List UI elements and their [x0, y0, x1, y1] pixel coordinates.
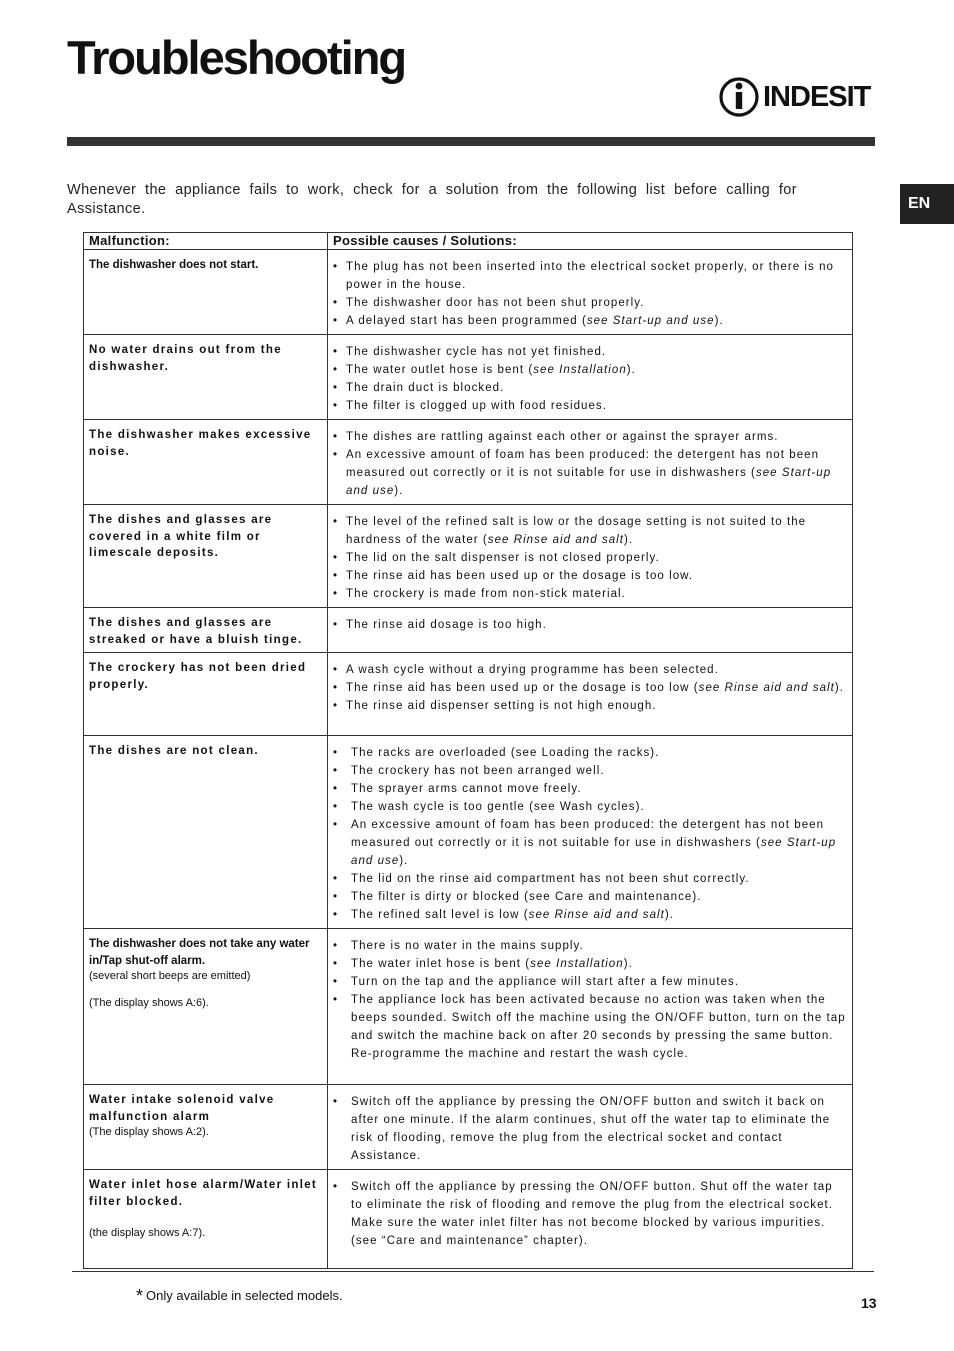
solution-item: • Switch off the appliance by pressing the ON/OFF button and switch it back on after one minute. If the alarm continues, shut off the water tap to eliminate the risk of flooding, remove the plug from the electrical socket and contact Assistance.	[332, 1093, 847, 1165]
solutions-list	[332, 258, 847, 330]
solution-item: • The drain duct is blocked.	[332, 379, 847, 397]
solution-item: • The filter is dirty or blocked (see Care and maintenance).	[332, 888, 847, 906]
malfunction-note: (the display shows A:7).	[89, 1227, 206, 1239]
language-tab: EN	[900, 184, 954, 224]
solutions-list	[332, 661, 847, 715]
table-row	[84, 929, 853, 1085]
solution-item: • The rinse aid dosage is too high.	[332, 616, 847, 634]
table-row	[84, 1085, 853, 1170]
solution-item: • A delayed start has been programmed (see Start-up and use).	[332, 312, 847, 330]
solution-item: • The lid on the salt dispenser is not closed properly.	[332, 549, 847, 567]
table-row	[84, 1170, 853, 1269]
solution-item: • The plug has not been inserted into the electrical socket properly, or there is no power in the house.	[332, 258, 847, 294]
malfunction-cell	[84, 250, 328, 335]
solutions-list	[332, 428, 847, 500]
malfunction-cell	[84, 505, 328, 608]
solution-item: • The wash cycle is too gentle (see Wash cycles).	[332, 798, 847, 816]
malfunction-cell	[84, 736, 328, 929]
solution-item: • The level of the refined salt is low or the dosage setting is not suited to the hardness of the water (see Rinse aid and salt).	[332, 513, 847, 549]
solutions-cell	[328, 1085, 853, 1170]
solution-item: • An excessive amount of foam has been produced: the detergent has not been measured out correctly or it is not suitable for use in dishwashers (see Start-up and use).	[332, 816, 847, 870]
table-row	[84, 250, 853, 335]
table-header-row	[84, 233, 853, 250]
footnote-text: Only available in selected models.	[146, 1288, 343, 1303]
solution-item: • A wash cycle without a drying programme has been selected.	[332, 661, 847, 679]
solutions-list	[332, 513, 847, 603]
malfunction-cell	[84, 1170, 328, 1269]
malfunction-title: The dishes and glasses are streaked or have a bluish tinge.	[89, 617, 303, 646]
table-row	[84, 653, 853, 736]
malfunction-title: The crockery has not been dried properly.	[89, 662, 307, 691]
indesit-i-icon	[718, 76, 762, 118]
header-rule	[67, 137, 875, 146]
column-header-malfunction: Malfunction:	[84, 233, 328, 250]
brand-wordmark: INDESIT	[763, 81, 871, 113]
solutions-cell	[328, 1170, 853, 1269]
malfunction-cell	[84, 608, 328, 653]
solution-item: • The lid on the rinse aid compartment has not been shut correctly.	[332, 870, 847, 888]
malfunction-title: The dishwasher does not start.	[89, 259, 259, 271]
solution-item: • The sprayer arms cannot move freely.	[332, 780, 847, 798]
malfunction-cell	[84, 653, 328, 736]
solution-item: • Turn on the tap and the appliance will start after a few minutes.	[332, 973, 847, 991]
solution-continuation: Make sure the water inlet filter has not become blocked by various impurities. (see “Care and maintenance” chapter).	[351, 1217, 826, 1247]
footer-rule	[72, 1271, 874, 1272]
solutions-list	[332, 616, 847, 634]
page-title: Troubleshooting	[67, 31, 406, 84]
solutions-cell	[328, 250, 853, 335]
table-row	[84, 505, 853, 608]
solutions-cell	[328, 420, 853, 505]
solutions-cell	[328, 505, 853, 608]
malfunction-title: The dishwasher makes excessive noise.	[89, 429, 312, 458]
solutions-cell	[328, 736, 853, 929]
table-row	[84, 335, 853, 420]
solutions-list	[332, 1093, 847, 1165]
solution-item: • Switch off the appliance by pressing the ON/OFF button. Shut off the water tap to eliminate the risk of flooding and remove the plug from the electrical socket.	[332, 1178, 847, 1214]
solution-item: • The rinse aid has been used up or the dosage is too low.	[332, 567, 847, 585]
solutions-cell	[328, 608, 853, 653]
solutions-list	[332, 937, 847, 1063]
malfunction-cell	[84, 929, 328, 1085]
solutions-list	[332, 1178, 847, 1214]
solution-item: • The refined salt level is low (see Rinse aid and salt).	[332, 906, 847, 924]
solution-item: • The racks are overloaded (see Loading the racks).	[332, 744, 847, 762]
malfunction-title: The dishes and glasses are covered in a white film or limescale deposits.	[89, 514, 273, 559]
solutions-cell	[328, 929, 853, 1085]
solution-item: • The water outlet hose is bent (see Installation).	[332, 361, 847, 379]
solution-item: • The dishwasher cycle has not yet finished.	[332, 343, 847, 361]
malfunction-title: Water inlet hose alarm/Water inlet filter blocked.	[89, 1179, 318, 1208]
solutions-cell	[328, 335, 853, 420]
solutions-cell	[328, 653, 853, 736]
malfunction-note: (The display shows A:6).	[89, 997, 209, 1009]
footnote	[136, 1288, 343, 1304]
malfunction-title: No water drains out from the dishwasher.	[89, 344, 282, 373]
solution-item: • There is no water in the mains supply.	[332, 937, 847, 955]
malfunction-title: Water intake solenoid valve malfunction alarm	[89, 1094, 275, 1123]
table-row	[84, 736, 853, 929]
troubleshooting-table	[83, 232, 853, 1269]
solutions-list	[332, 744, 847, 924]
indesit-logo	[718, 76, 870, 118]
malfunction-note: (several short beeps are emitted)	[89, 970, 251, 982]
solutions-list	[332, 343, 847, 415]
solution-item: • The filter is clogged up with food residues.	[332, 397, 847, 415]
solution-item: • The rinse aid dispenser setting is not high enough.	[332, 697, 847, 715]
solution-item: • The dishes are rattling against each other or against the sprayer arms.	[332, 428, 847, 446]
footnote-mark: *	[136, 1286, 144, 1306]
table-row	[84, 420, 853, 505]
solution-item: • The dishwasher door has not been shut properly.	[332, 294, 847, 312]
malfunction-cell	[84, 335, 328, 420]
column-header-solutions: Possible causes / Solutions:	[328, 233, 853, 250]
malfunction-cell	[84, 1085, 328, 1170]
solution-item: • The crockery has not been arranged well.	[332, 762, 847, 780]
solution-item: • The appliance lock has been activated because no action was taken when the beeps sounded. Switch off the machine using the ON/OFF button, turn on the tap and switch the machine back on after 20 seconds by pressing the same button. Re-programme the machine and restart the wash cycle.	[332, 991, 847, 1063]
malfunction-note: (The display shows A:2).	[89, 1126, 209, 1138]
malfunction-cell	[84, 420, 328, 505]
solution-item: • The rinse aid has been used up or the dosage is too low (see Rinse aid and salt).	[332, 679, 847, 697]
malfunction-title: The dishwasher does not take any water in/Tap shut-off alarm.	[89, 938, 310, 967]
solution-item: • An excessive amount of foam has been produced: the detergent has not been measured out correctly or it is not suitable for use in dishwashers (see Start-up and use).	[332, 446, 847, 500]
page-number: 13	[861, 1295, 877, 1311]
solution-item: • The crockery is made from non-stick material.	[332, 585, 847, 603]
solution-item: • The water inlet hose is bent (see Installation).	[332, 955, 847, 973]
table-row	[84, 608, 853, 653]
malfunction-title: The dishes are not clean.	[89, 745, 259, 757]
intro-text: Whenever the appliance fails to work, check for a solution from the following list before calling for Assistance.	[67, 182, 797, 217]
